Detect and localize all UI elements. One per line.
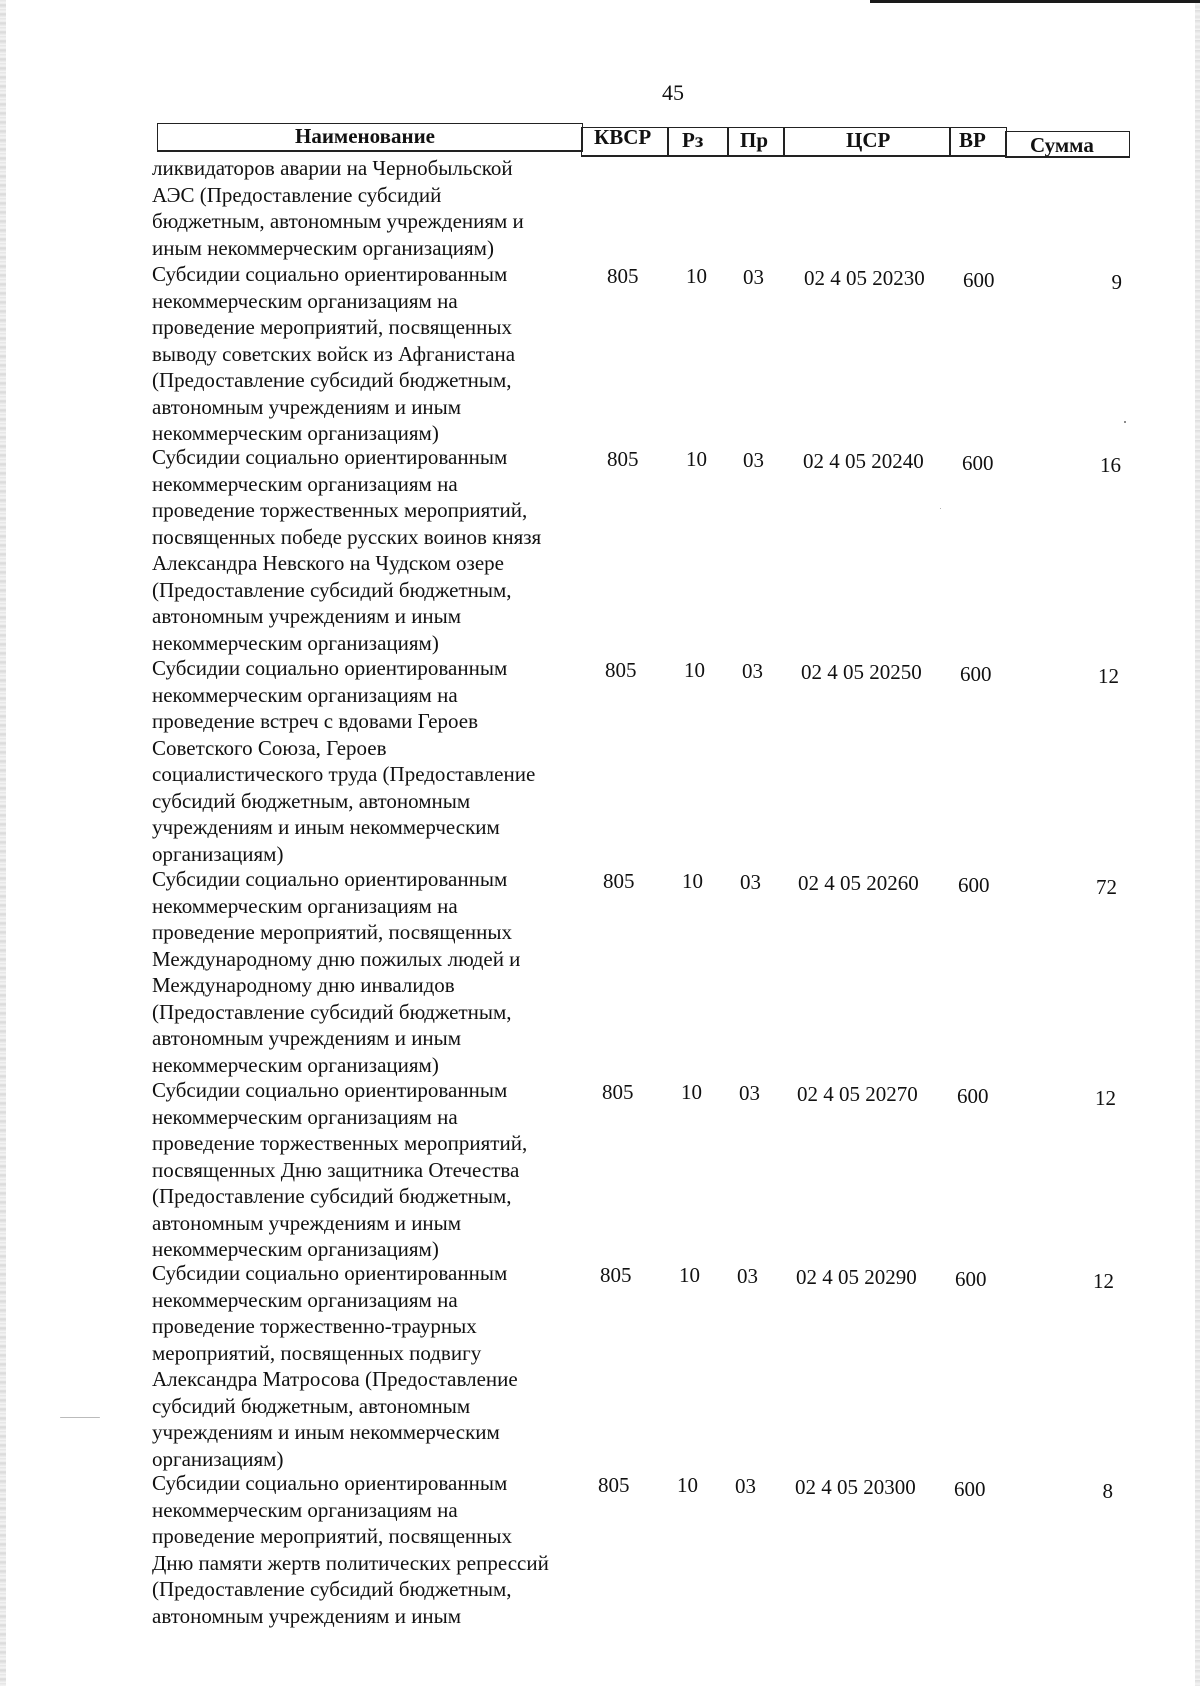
row-name: Субсидии социально ориентированным некоммерческим организациям на проведение торжественных мероприятий, посвященных победе русских воинов князя Александра Невского на Чудском озере (Предоставление субсидий бюджетным, автономным учреждениям и иным некоммерческим организациям) — [152, 445, 542, 655]
row-name: Субсидии социально ориентированным некоммерческим организациям на проведение торжественно-траурных мероприятий, посвященных подвигу Александра Матросова (Предоставление субсидий бюджетным, автономным учреждениям и иным некоммерческим организациям) — [152, 1261, 518, 1471]
row-csr: 02 4 05 20230 — [804, 266, 925, 290]
header-csr: ЦСР — [846, 128, 891, 152]
row-csr: 02 4 05 20240 — [803, 449, 924, 473]
row-pr: 03 — [742, 659, 763, 683]
row-kvsr: 805 — [602, 1080, 634, 1104]
row-vr: 600 — [954, 1477, 986, 1501]
row-kvsr: 805 — [605, 658, 637, 682]
row-pr: 03 — [743, 265, 764, 289]
row-name: Субсидии социально ориентированным некоммерческим организациям на проведение мероприятий, посвященных Дню памяти жертв политических репрессий (Предоставление субсидий бюджетным, автономным учреждениям и иным — [152, 1471, 549, 1628]
row-sum: 12 — [1095, 1086, 1116, 1110]
row-vr: 600 — [955, 1267, 987, 1291]
row-kvsr: 805 — [598, 1473, 630, 1497]
row-name: Субсидии социально ориентированным некоммерческим организациям на проведение мероприятий, посвященных Международному дню пожилых людей и Международному дню инвалидов (Предоставление субсидий бюджетным, автономным учреждениям и иным некоммерческим организациям) — [152, 867, 521, 1077]
row-rz: 10 — [679, 1263, 700, 1287]
row-name: Субсидии социально ориентированным некоммерческим организациям на проведение торжественных мероприятий, посвященных Дню защитника Отечества (Предоставление субсидий бюджетным, автономным учреждениям и иным некоммерческим организациям) — [152, 1078, 528, 1261]
row-pr: 03 — [735, 1474, 756, 1498]
header-kvsr: КВСР — [594, 125, 652, 149]
row-csr: 02 4 05 20300 — [795, 1475, 916, 1499]
row-csr: 02 4 05 20270 — [797, 1082, 918, 1106]
header-vr: ВР — [959, 128, 986, 152]
row-sum: 72 — [1096, 875, 1117, 899]
row-csr: 02 4 05 20290 — [796, 1265, 917, 1289]
row-kvsr: 805 — [603, 869, 635, 893]
row-name: Субсидии социально ориентированным некоммерческим организациям на проведение мероприятий, посвященных выводу советских войск из Афганистана (Предоставление субсидий бюджетным, автономным учреждениям и иным некоммерческим организациям) — [152, 262, 516, 445]
header-sum: Сумма — [1030, 133, 1094, 157]
row-vr: 600 — [963, 268, 995, 292]
scan-speck — [1124, 421, 1126, 423]
row-rz: 10 — [686, 264, 707, 288]
scan-edge-top — [870, 0, 1200, 3]
header-pr: Пр — [740, 128, 769, 152]
row-pr: 03 — [743, 448, 764, 472]
row-kvsr: 805 — [607, 264, 639, 288]
row-sum: 9 — [1111, 270, 1122, 294]
scan-speck — [60, 1417, 100, 1418]
row-sum: 12 — [1093, 1269, 1114, 1293]
row-csr: 02 4 05 20260 — [798, 871, 919, 895]
row-name: Субсидии социально ориентированным некоммерческим организациям на проведение встреч с вдовами Героев Советского Союза, Героев социалистического труда (Предоставление субсидий бюджетным, автономным учреждениям и иным некоммерческим организациям) — [152, 656, 536, 866]
row-sum: 8 — [1102, 1479, 1113, 1503]
header-name: Наименование — [295, 124, 435, 148]
row-pr: 03 — [737, 1264, 758, 1288]
row-rz: 10 — [684, 658, 705, 682]
row-rz: 10 — [677, 1473, 698, 1497]
header-rz: Рз — [682, 128, 704, 152]
row-sum: 16 — [1100, 453, 1121, 477]
scan-edge-right — [1195, 0, 1200, 1686]
row-csr: 02 4 05 20250 — [801, 660, 922, 684]
row-pr: 03 — [739, 1081, 760, 1105]
row-rz: 10 — [682, 869, 703, 893]
row-vr: 600 — [957, 1084, 989, 1108]
row-vr: 600 — [962, 451, 994, 475]
row-rz: 10 — [686, 447, 707, 471]
scan-speck — [940, 508, 941, 509]
row-vr: 600 — [960, 662, 992, 686]
row-rz: 10 — [681, 1080, 702, 1104]
scan-edge-left — [0, 0, 6, 1686]
page-number: 45 — [662, 80, 684, 105]
row-kvsr: 805 — [607, 447, 639, 471]
row-vr: 600 — [958, 873, 990, 897]
continuation-text: ликвидаторов аварии на Чернобыльской АЭС (Предоставление субсидий бюджетным, автономным учреждениям и иным некоммерческим организациям) — [152, 156, 524, 260]
row-kvsr: 805 — [600, 1263, 632, 1287]
row-sum: 12 — [1098, 664, 1119, 688]
row-pr: 03 — [740, 870, 761, 894]
